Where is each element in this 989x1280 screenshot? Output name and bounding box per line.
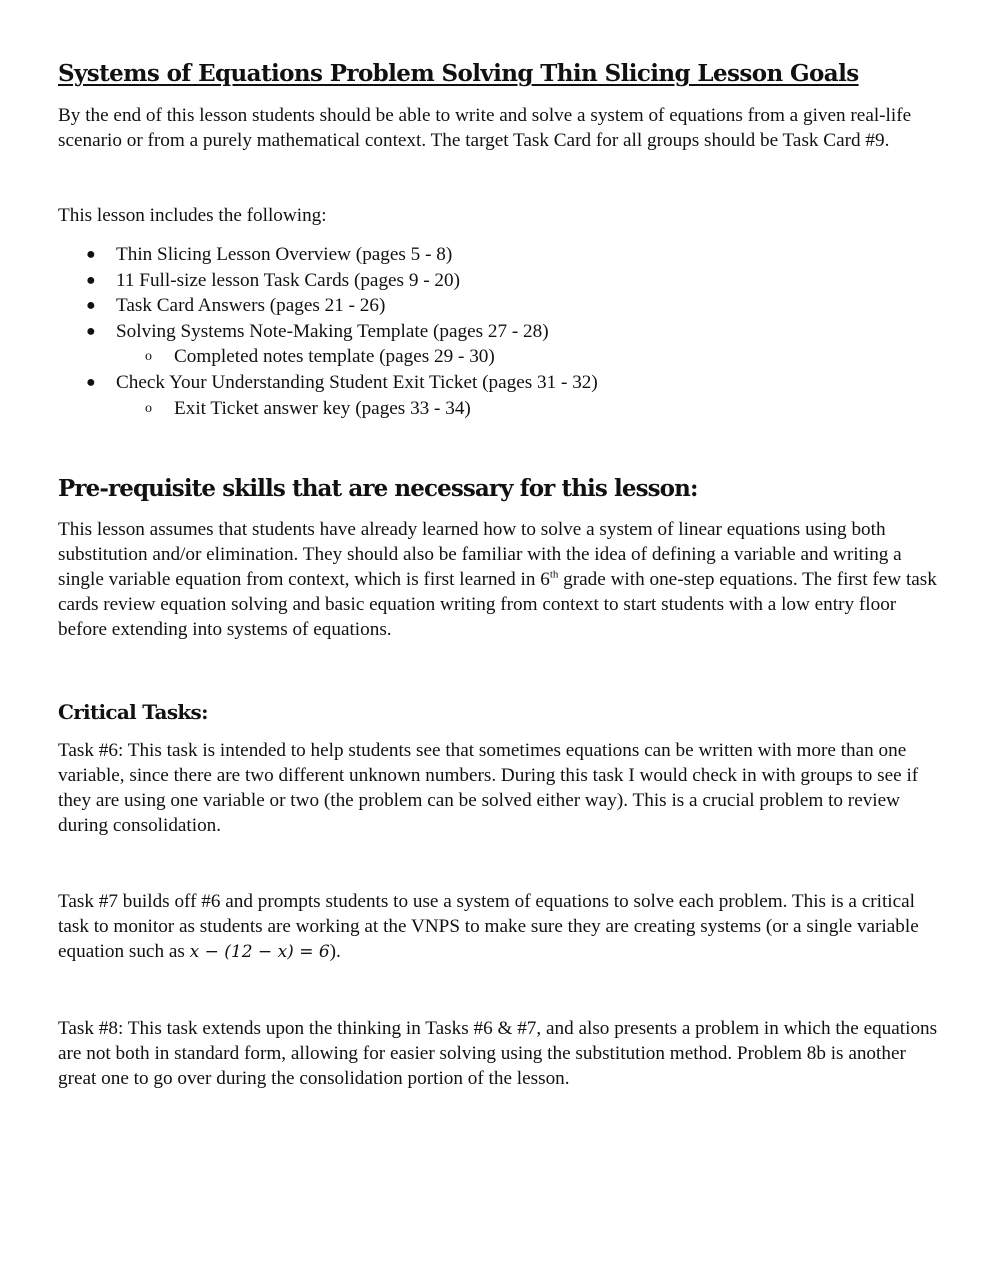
task8-paragraph: Task #8: This task extends upon the thinking in Tasks #6 & #7, and also presents a problem in which the equations are not both in standard form, allowing for easier solving using the substitution method. Problem 8b is another great one to go over during the consolidation portion of the lesson. [58, 1018, 938, 1090]
list-item: ● Check Your Understanding Student Exit Ticket (pages 31 - 32) [58, 370, 938, 396]
bullet-icon: ● [86, 246, 96, 263]
bullet-icon: ● [86, 373, 96, 391]
list-item: o Completed notes template (pages 29 - 30) [58, 344, 938, 370]
list-item: ● Thin Slicing Lesson Overview (pages 5 - 8) [58, 242, 938, 268]
prereq-paragraph: This lesson assumes that students have already learned how to solve a system of linear equations using both substitution and/or elimination. They should also be familiar with the idea of defining a variable and writing a single variable equation from context, which is first learned in 6th grade with one-step equations. The first few task cards review equation solving and basic equation writing from context to start students with a low entry floor before extending into systems of equations. [58, 519, 937, 641]
critical-tasks-heading: Critical Tasks: [58, 700, 208, 725]
bullet-icon: ● [86, 297, 96, 315]
task7-paragraph: Task #7 builds off #6 and prompts students to use a system of equations to solve each problem. This is a critical task to monitor as students are working at the VNPS to make sure they are creating systems (or a single variable equation such as x − (12 − x) = 6). [58, 891, 919, 963]
includes-heading: This lesson includes the following: [58, 205, 327, 226]
intro-paragraph: By the end of this lesson students should be able to write and solve a system of equations from a given real-life scenario or from a purely mathematical context. The target Task Card for all groups should be Task Card #9. [58, 105, 912, 151]
list-item: o Exit Ticket answer key (pages 33 - 34) [58, 396, 938, 422]
hollow-bullet-icon: o [145, 349, 152, 365]
equation: x − (12 − x) = 6 [189, 942, 330, 963]
task6-paragraph: Task #6: This task is intended to help students see that sometimes equations can be written with more than one variable, since there are two different unknown numbers. During this task I would check in with groups to see if they are using one variable or two (the problem can be solved either way). This is a crucial problem to review during consolidation. [58, 740, 919, 837]
list-item: ● Task Card Answers (pages 21 - 26) [58, 293, 938, 319]
bullet-icon: ● [86, 271, 96, 289]
bullet-icon: ● [86, 322, 96, 340]
prereq-heading: Pre-requisite skills that are necessary for this lesson: [58, 475, 698, 503]
hollow-bullet-icon: o [145, 400, 152, 416]
document-page [58, 58, 938, 1091]
page-title: Systems of Equations Problem Solving Thin Slicing Lesson Goals [58, 60, 859, 87]
includes-list [58, 242, 938, 421]
list-item: ● 11 Full-size lesson Task Cards (pages 9 - 20) [58, 268, 938, 294]
list-item: ● Solving Systems Note-Making Template (pages 27 - 28) [58, 319, 938, 345]
